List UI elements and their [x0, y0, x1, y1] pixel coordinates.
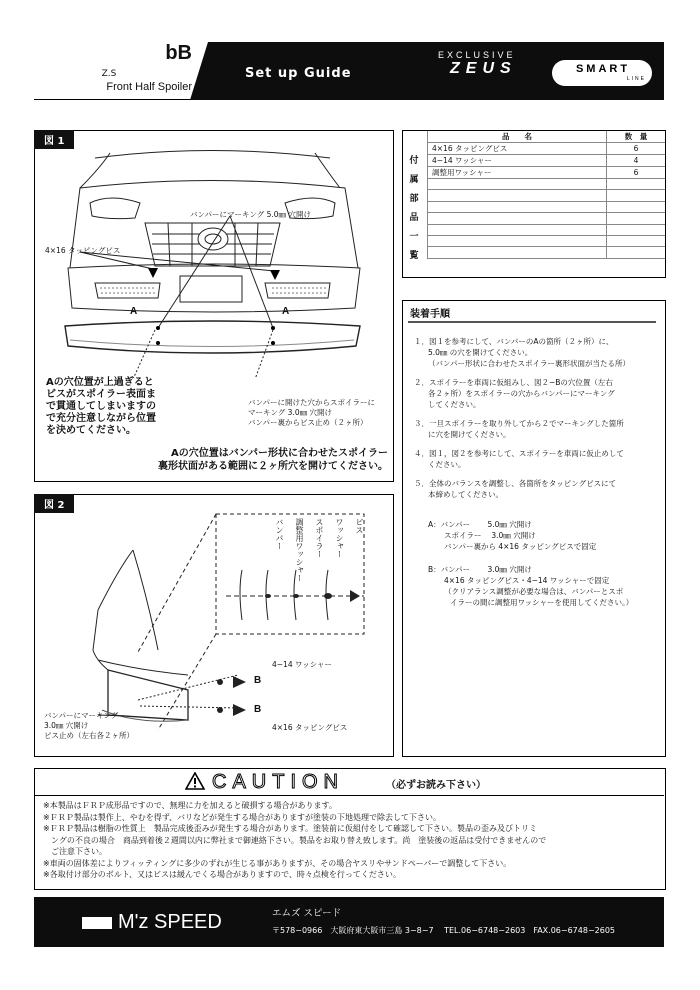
table-row: 調整用ワッシャー 6 [428, 167, 666, 179]
col-label-bumper: バンパー [275, 518, 284, 550]
header-underline [34, 99, 204, 100]
col-label-spoiler: スポイラー [315, 518, 324, 558]
company-name: エムズ スピード [272, 908, 342, 919]
company-address: 〒578−0966 大阪府東大阪市三島 3−8−7 TEL.06−6748−2603 FAX.06−6748−2605 [272, 926, 616, 935]
label-tapping-screw-2: 4×16 タッピングビス [272, 723, 348, 732]
company-logo: M'z SPEED [118, 911, 222, 933]
parts-list-table [402, 130, 666, 278]
step-3: ３．一旦スポイラーを取り外してから２でマーキングした箇所 に穴を開けてください。 [414, 419, 624, 439]
table-row [428, 247, 666, 258]
note-a: A：バンパー 5.0㎜ 穴開け スポイラー 3.0㎜ 穴開け バンパー裏から 4×16 タッピングビスで固定 [428, 520, 597, 551]
brand-zeus: ZEUS [450, 60, 517, 77]
col-label-washer: ワッシャー [335, 518, 344, 558]
table-row [428, 201, 666, 212]
logo-mark [82, 917, 112, 929]
table-row [428, 224, 666, 235]
hole-b-upper: B [254, 675, 262, 686]
label-tapping-screw: 4×16 タッピングビス [45, 246, 121, 255]
table-row [428, 235, 666, 246]
note-b-marking: バンパーにマーキング 3.0㎜ 穴開け ビス止め（左右各２ヶ所） [44, 711, 134, 740]
hole-a-right: A [282, 306, 290, 317]
figure-1-tag: 図 1 [34, 130, 74, 149]
caution-title: CAUTION [212, 771, 344, 793]
table-row: 4×16 タッピングビス 6 [428, 143, 666, 155]
header-model-block [34, 42, 204, 100]
table-row: 4−14 ワッシャー 4 [428, 155, 666, 167]
fig2-column-labels [234, 518, 364, 582]
part-name: Front Half Spoiler [106, 81, 192, 93]
warning-two-holes: Aの穴位置はバンパー形状に合わせたスポイラー 裏形状面がある範囲に２ヶ所穴を開けてください。 [158, 448, 388, 472]
procedure-title: 装着手順 [410, 309, 450, 320]
step-2: ２．スポイラーを車両に仮組みし、図２−Bの穴位置（左右 各２ヶ所）をスポイラーの穴からバンパーにマーキング してください。 [414, 378, 615, 409]
table-row [428, 190, 666, 201]
procedure-divider [408, 321, 656, 323]
col-label-screw: ビス [355, 518, 364, 534]
caution-subtitle: （必ずお読み下さい） [386, 780, 486, 791]
step-5: ５．全体のバランスを調整し、各箇所をタッピングビスにて 本締めしてください。 [414, 479, 617, 499]
model-grade: Z.S [101, 69, 117, 79]
procedure-steps [414, 336, 660, 500]
brand-line: LINE [626, 76, 646, 82]
label-marking-5mm: バンパーにマーキング 5.0㎜ 穴開け [190, 210, 311, 219]
table-row [428, 179, 666, 190]
brand-exclusive: EXCLUSIVE [438, 50, 516, 60]
warning-hole-position: Aの穴位置が上過ぎると ビスがスポイラー表面ま で貫通してしまいますの で充分注意しながら位置 を決めてください。 [46, 377, 156, 436]
parts-vertical-label: 付 属 部 品 一 覧 [409, 156, 419, 261]
caution-lines: ※本製品はＦＲＰ成形品ですので、無理に力を加えると破損する場合があります。 ※ＦＲＰ製品は製作上、やむを得ず、バリなどが発生する場合がありますが塗装の下地処理で除去して下さい。 ※ＦＲＰ製品は樹脂の性質上 製品完成後歪みが発生する場合があります。塗装前に仮組付をして確認して下さい。製品の歪み及びトリミ ングの不良の場合 商品到着後２週間以内に弊社まで御連絡下さい。製品をお取り替え致します。尚 塗装後の返品は受付できませんので ご注意下さい。 ※車両の固体差によりフィッティングに多少のずれが生じる事がありますが、その場合ヤスリやサンドペーパーで調整して下さい。 ※各取付け部分のボルト、又はビスは緩んでくる場合がありますので、時々点検を行ってください。 [43, 801, 547, 879]
setup-guide-title: Set up Guide [245, 66, 352, 81]
step-4: ４．図１，図２を参考にして、スポイラーを車両に仮止めして ください。 [414, 449, 624, 469]
note-b: B：バンパー 3.0㎜ 穴開け 4×16 タッピングビス・4−14 ワッシャーで固定 （クリアランス調整が必要な場合は、バンパーとスポ イラーの間に調整用ワッシャーを使用してください。） [428, 565, 634, 607]
warning-triangle-icon [185, 772, 205, 790]
col-label-adjust-washer: 調整用ワッシャー [295, 518, 304, 582]
step-1: １．図１を参考にして、バンパーのAの箇所（２ヶ所）に、 5.0㎜ の穴を開けてください。 （バンパー形状に合わせたスポイラー裏形状面が当たる所） [414, 337, 630, 368]
table-row [428, 213, 666, 224]
car-front-drawing [40, 148, 386, 378]
brand-smart: SMART [575, 63, 631, 75]
col-name-header: 品 名 [428, 131, 607, 143]
hole-b-lower: B [254, 704, 262, 715]
figure-2-tag: 図 2 [34, 494, 74, 513]
col-qty-header: 数 量 [607, 131, 666, 143]
label-washer-4-14: 4−14 ワッシャー [272, 660, 332, 669]
caution-divider [34, 795, 664, 796]
hole-a-left: A [130, 306, 138, 317]
model-name: bB [165, 42, 192, 64]
note-spoiler-marking: バンパーに開けた穴からスポイラーに マーキング 3.0㎜ 穴開け バンパー裏からビス止め（２ヶ所） [248, 398, 375, 427]
